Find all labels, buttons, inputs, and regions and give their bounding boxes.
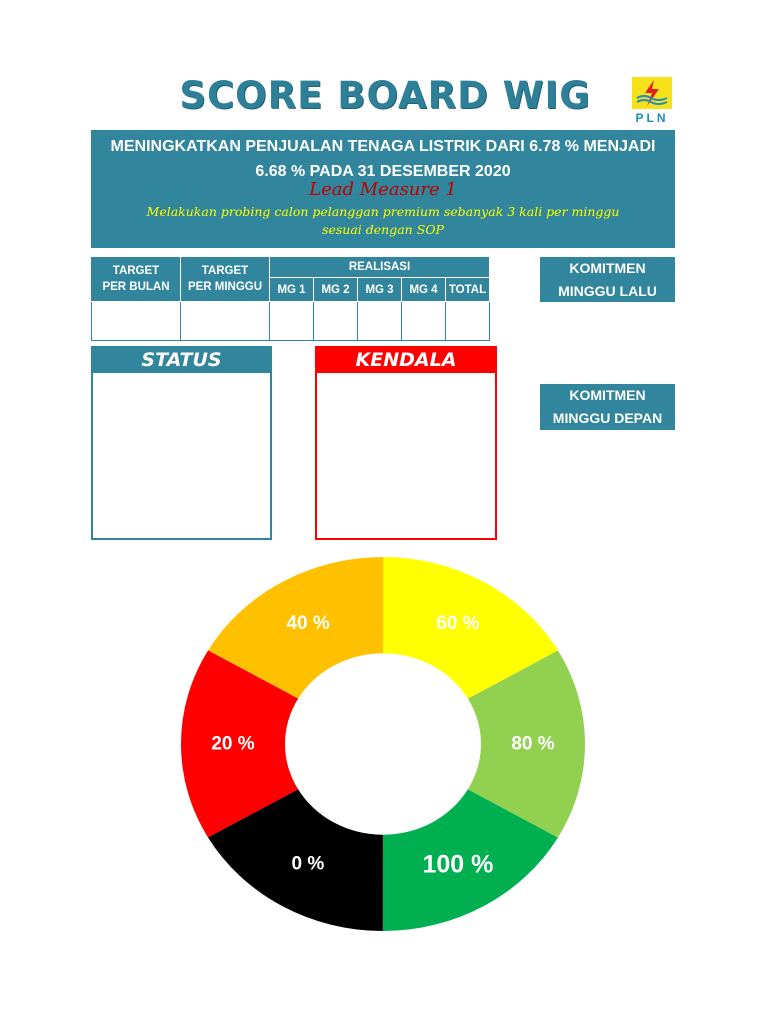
- donut-segment-label: 60 %: [436, 613, 480, 635]
- progress-donut-chart: [180, 552, 586, 936]
- objective-line-2: 6.68 % PADA 31 DESEMBER 2020: [255, 163, 511, 180]
- komitmen-minggu-depan: [540, 384, 675, 430]
- donut-segment-label: 40 %: [286, 613, 330, 635]
- header-target-per-bulan: [92, 257, 181, 302]
- status-panel: [91, 346, 272, 540]
- cell-target-per-bulan[interactable]: [92, 302, 181, 341]
- donut-segment-label: 100 %: [422, 850, 494, 879]
- cell-mg-4[interactable]: [402, 302, 446, 341]
- lightning-icon: [632, 77, 672, 109]
- header-target-per-minggu-line-1: TARGET: [201, 265, 249, 277]
- header-total: TOTAL: [446, 278, 490, 302]
- description-line-2: sesuai dengan SOP: [322, 222, 444, 237]
- objective-text: [91, 134, 675, 184]
- kendala-body[interactable]: [317, 373, 495, 536]
- header-target-per-bulan-line-1: TARGET: [112, 265, 160, 277]
- cell-mg-1[interactable]: [270, 302, 314, 341]
- donut-segment-label: 80 %: [511, 733, 555, 755]
- header-mg-3: MG 3: [358, 278, 402, 302]
- description-line-1: Melakukan probing calon pelanggan premium sebanyak 3 kali per minggu: [146, 204, 620, 219]
- cell-mg-2[interactable]: [314, 302, 358, 341]
- cell-mg-3[interactable]: [358, 302, 402, 341]
- lead-measure-title: Lead Measure 1: [309, 179, 457, 200]
- target-table: [91, 256, 490, 341]
- status-body[interactable]: [93, 373, 270, 536]
- donut-segment-label: 20 %: [211, 733, 255, 755]
- header-mg-1: MG 1: [270, 278, 314, 302]
- header-mg-4: MG 4: [402, 278, 446, 302]
- header-target-per-minggu-line-2: PER MINGGU: [187, 281, 263, 293]
- cell-target-per-minggu[interactable]: [181, 302, 270, 341]
- kendala-title: KENDALA: [317, 348, 495, 373]
- komitmen-minggu-lalu-line-2: MINGGU LALU: [558, 283, 657, 299]
- lead-measure-description: [101, 203, 665, 239]
- pln-logo: [629, 77, 675, 127]
- header-realisasi: REALISASI: [270, 257, 490, 278]
- kendala-panel: [315, 346, 497, 540]
- komitmen-minggu-depan-line-1: KOMITMEN: [569, 387, 646, 403]
- page-title: SCORE BOARD WIG: [179, 74, 591, 117]
- logo-text: PLN: [635, 111, 669, 125]
- objective-banner: [91, 130, 675, 248]
- komitmen-minggu-lalu: [540, 257, 675, 302]
- komitmen-minggu-depan-line-2: MINGGU DEPAN: [552, 410, 663, 426]
- cell-total[interactable]: [446, 302, 490, 341]
- status-title: STATUS: [93, 348, 270, 373]
- header-target-per-bulan-line-2: PER BULAN: [102, 281, 170, 293]
- objective-line-1: MENINGKATKAN PENJUALAN TENAGA LISTRIK DARI 6.78 % MENJADI: [110, 138, 656, 155]
- donut-segment-label: 0 %: [291, 853, 325, 875]
- header-mg-2: MG 2: [314, 278, 358, 302]
- komitmen-minggu-lalu-line-1: KOMITMEN: [569, 260, 646, 276]
- header-target-per-minggu: [181, 257, 270, 302]
